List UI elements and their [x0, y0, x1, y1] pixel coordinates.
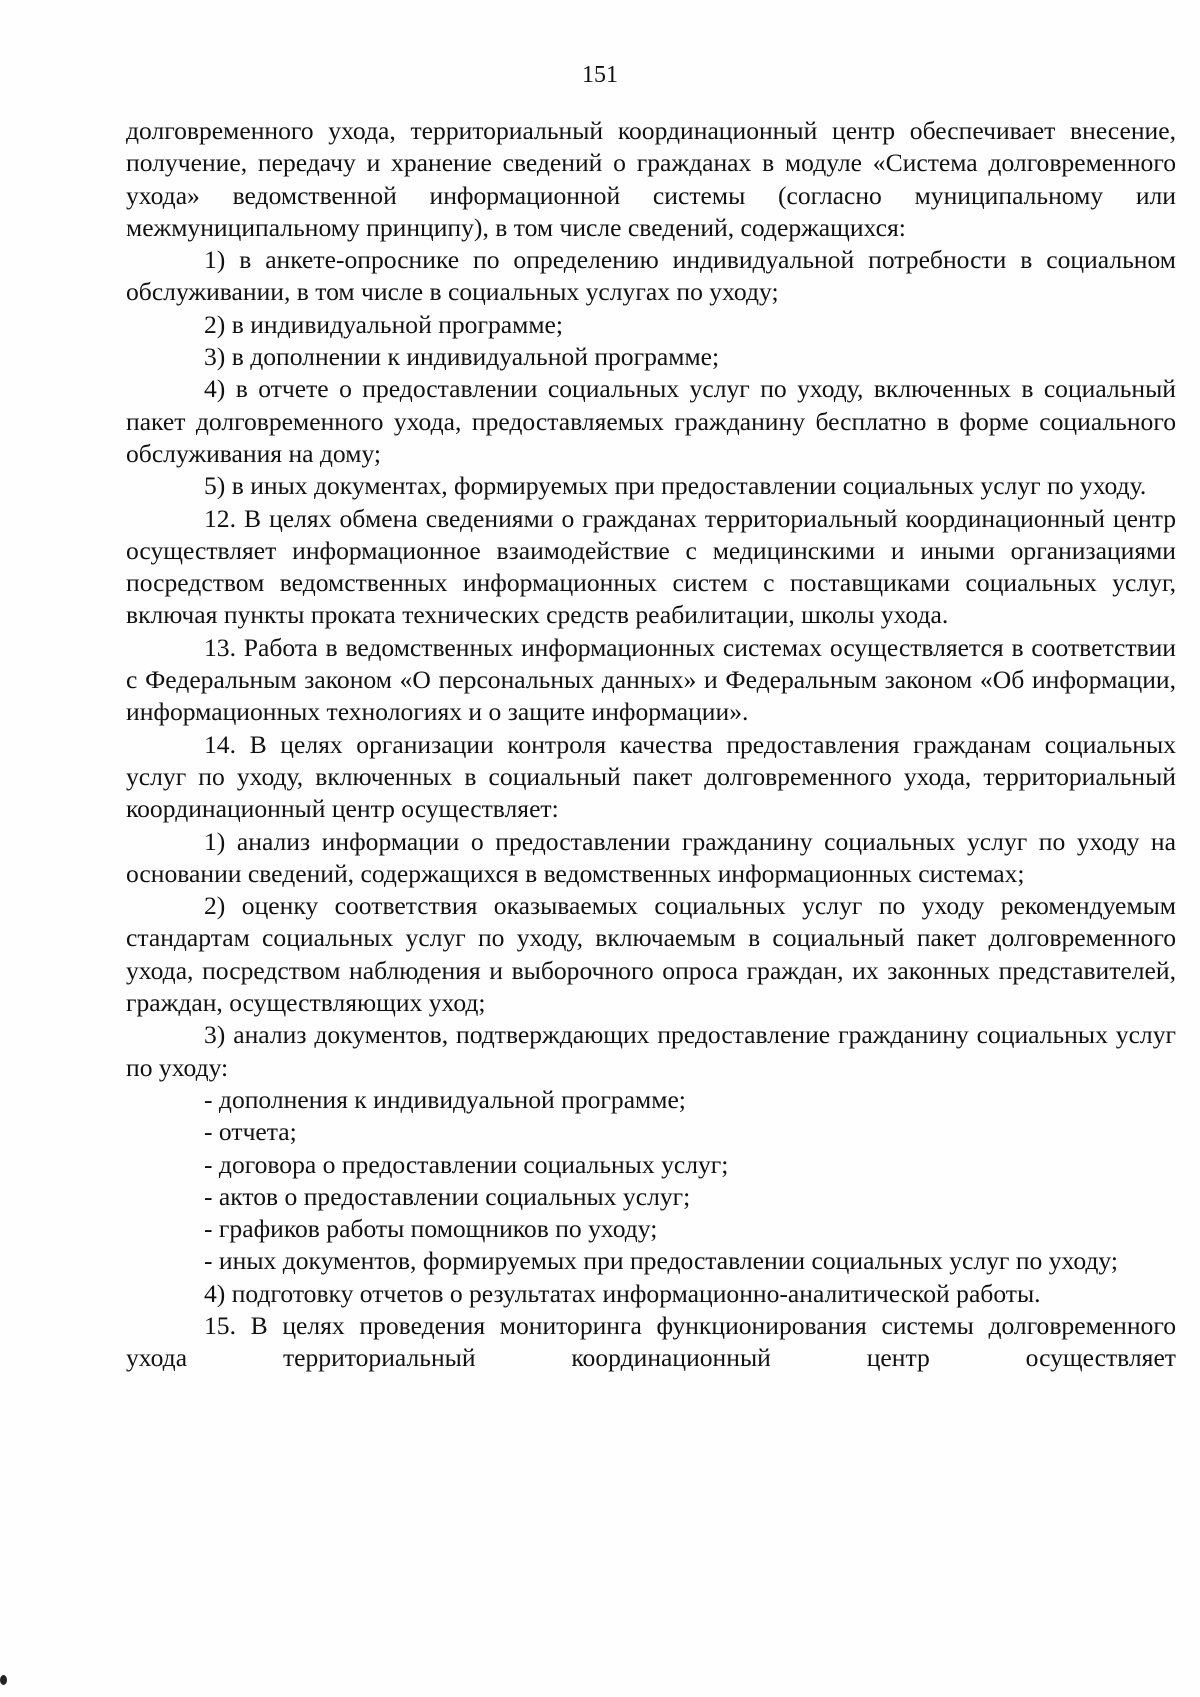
paragraph-intro: долговременного ухода, территориальный координационный центр обеспечивает внесение, получение, передачу и хранение сведений о гражданах в модуле «Система долговременного ухода» ведомственной информационной системы (согласно муниципальному или межмуниципальному принципу), в том числе сведений, содержащихся: [126, 116, 1176, 242]
clause-14-item-2: 2) оценку соответствия оказываемых социальных услуг по уходу рекомендуемым стандартам социальных услуг по уходу, включаемым в социальный пакет долговременного ухода, посредством наблюдения и выборочного опроса граждан, их законных представителей, граждан, осуществляющих уход; [126, 891, 1176, 1018]
list-item-5: 5) в иных документах, формируемых при предоставлении социальных услуг по уходу. [204, 471, 1147, 501]
document-list-item: - дополнения к индивидуальной программе; [204, 1084, 686, 1114]
document-list-item: - графиков работы помощников по уходу; [204, 1214, 658, 1244]
document-list-item: - отчета; [204, 1117, 297, 1147]
list-item-3: 3) в дополнении к индивидуальной программе; [204, 342, 720, 372]
list-item-4: 4) в отчете о предоставлении социальных услуг по уходу, включенных в социальный пакет долговременного ухода, предоставляемых гражданину бесплатно в форме социального обслуживания на дому; [126, 374, 1176, 468]
clause-15: 15. В целях проведения мониторинга функционирования системы долговременного ухода территориальный координационный центр осуществляет [126, 1310, 1176, 1373]
clause-14: 14. В целях организации контроля качества предоставления гражданам социальных услуг по уходу, включенных в социальный пакет долговременного ухода, территориальный координационный центр осуществляет: [126, 729, 1176, 824]
scan-artifact [0, 1675, 7, 1685]
clause-14-item-1: 1) анализ информации о предоставлении гражданину социальных услуг по уходу на основании сведений, содержащихся в ведомственных информационных системах; [126, 826, 1176, 888]
document-list-item: - иных документов, формируемых при предоставлении социальных услуг по уходу; [204, 1246, 1118, 1276]
list-item-2: 2) в индивидуальной программе; [204, 309, 563, 339]
clause-14-item-3: 3) анализ документов, подтверждающих предоставление гражданину социальных услуг по уходу: [126, 1020, 1176, 1082]
list-item-1: 1) в анкете-опроснике по определению индивидуальной потребности в социальном обслуживании, в том числе в социальных услугах по уходу; [126, 245, 1176, 307]
clause-12: 12. В целях обмена сведениями о гражданах территориальный координационный центр осуществляет информационное взаимодействие с медицинскими и иными организациями посредством ведомственных информационных систем с поставщиками социальных услуг, включая пункты проката технических средств реабилитации, школы ухода. [126, 503, 1176, 630]
document-list-item: - договора о предоставлении социальных услуг; [204, 1149, 729, 1179]
document-text [126, 115, 1176, 1375]
clause-14-item-4: 4) подготовку отчетов о результатах информационно-аналитической работы. [204, 1278, 1041, 1308]
document-list-item: - актов о предоставлении социальных услуг; [204, 1181, 691, 1211]
clause-13: 13. Работа в ведомственных информационных системах осуществляется в соответствии с Федеральным законом «О персональных данных» и Федеральным законом «Об информации, информационных технологиях и о защите информации». [126, 632, 1176, 727]
page-number: 151 [582, 62, 618, 88]
